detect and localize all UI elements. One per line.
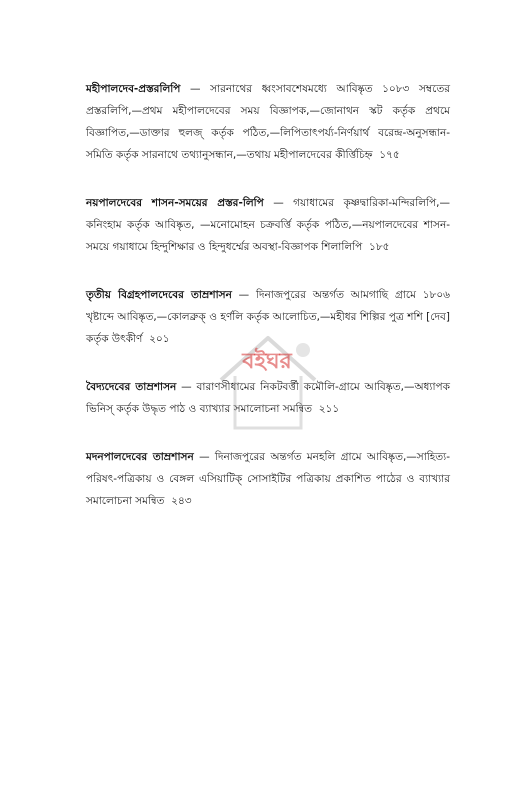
entry-title: মহীপালদেব-প্রস্তরলিপি — [86, 83, 181, 95]
contents-entry — [86, 376, 450, 420]
entry-page-number: ২৪৩ — [171, 495, 192, 507]
entry-description: — গয়াধামের কৃষ্ণদ্বারিকা-মন্দিরলিপি,—কনিংহাম কর্তৃক আবিষ্কৃত, —মনোমোহন চক্রবর্ত্তি কর্তৃক পঠিত,—নয়পালদেবের শাসন-সময়ে গয়াধামে হিন্দুশিক্ষার ও হিন্দুধর্ম্মের অবস্থা-বিজ্ঞাপক শিলালিপি — [86, 197, 450, 253]
entry-title: মদনপালদেবের তাম্রশাসন — [86, 451, 194, 463]
contents-entry — [86, 284, 450, 350]
contents-entry — [86, 78, 450, 166]
entry-description: — দিনাজপুরের অন্তর্গত মনহলি গ্রামে আবিষ্কৃত,—সাহিত্য-পরিষৎ-পত্রিকায় ও বেঙ্গল এসিয়াটিক্‌ সোসাইটির পত্রিকায় প্রকাশিত পাঠের ও ব্যাখ্যার সমালোচনা সমন্বিত — [86, 451, 450, 507]
contents-list — [86, 78, 450, 538]
entry-description: — দিনাজপুরের অন্তর্গত আমগাছি গ্রামে ১৮০৬ খৃষ্টাব্দে আবিষ্কৃত,—কোলব্রুক্‌ ও হর্ণলি কর্তৃক আলোচিত,—মহীধর শিল্পির পুত্র শশি [দেব] কর্তৃক উৎকীর্ণ — [86, 289, 450, 345]
entry-description: — সারনাথের ধ্বংসাবশেষমধ্যে আবিষ্কৃত ১০৮৩ সম্বতের প্রস্তরলিপি,—প্রথম মহীপালদেবের সময় বিজ্ঞাপক,—জোনাথন স্কট কর্তৃক প্রথমে বিজ্ঞাপিত,—ডাক্তার হুলজ্ কর্তৃক পঠিত,—লিপিতাৎপর্য্য-নির্ণয়ার্থ বরেন্দ্র-অনুসন্ধান-সমিতি কর্তৃক সারনাথে তথ্যানুসন্ধান,—তথায় মহীপালদেবের কীর্ত্তিচিহ্ন — [86, 83, 450, 161]
entry-page-number: ২১১ — [318, 403, 340, 415]
entry-page-number: ১৭৫ — [379, 149, 400, 161]
entry-title: তৃতীয় বিগ্রহপালদেবের তাম্রশাসন — [86, 289, 232, 301]
entry-page-number: ২০১ — [149, 333, 170, 345]
contents-entry — [86, 192, 450, 258]
contents-entry — [86, 446, 450, 512]
entry-title: বৈদ্যদেবের তাম্রশাসন — [86, 381, 177, 393]
watermark-text: বইঘর — [242, 349, 292, 374]
entry-page-number: ১৮৫ — [369, 241, 390, 253]
entry-description: — বারাণসীধামের নিকটবর্ত্তী কমৌলি-গ্রামে আবিষ্কৃত,—অধ্যাপক ভিনিস্‌ কর্তৃক উদ্ধৃত পাঠ ও ব্যাখ্যার সমালোচনা সমন্বিত — [86, 381, 451, 415]
entry-title: নয়পালদেবের শাসন-সময়ের প্রস্তর-লিপি — [86, 197, 264, 209]
